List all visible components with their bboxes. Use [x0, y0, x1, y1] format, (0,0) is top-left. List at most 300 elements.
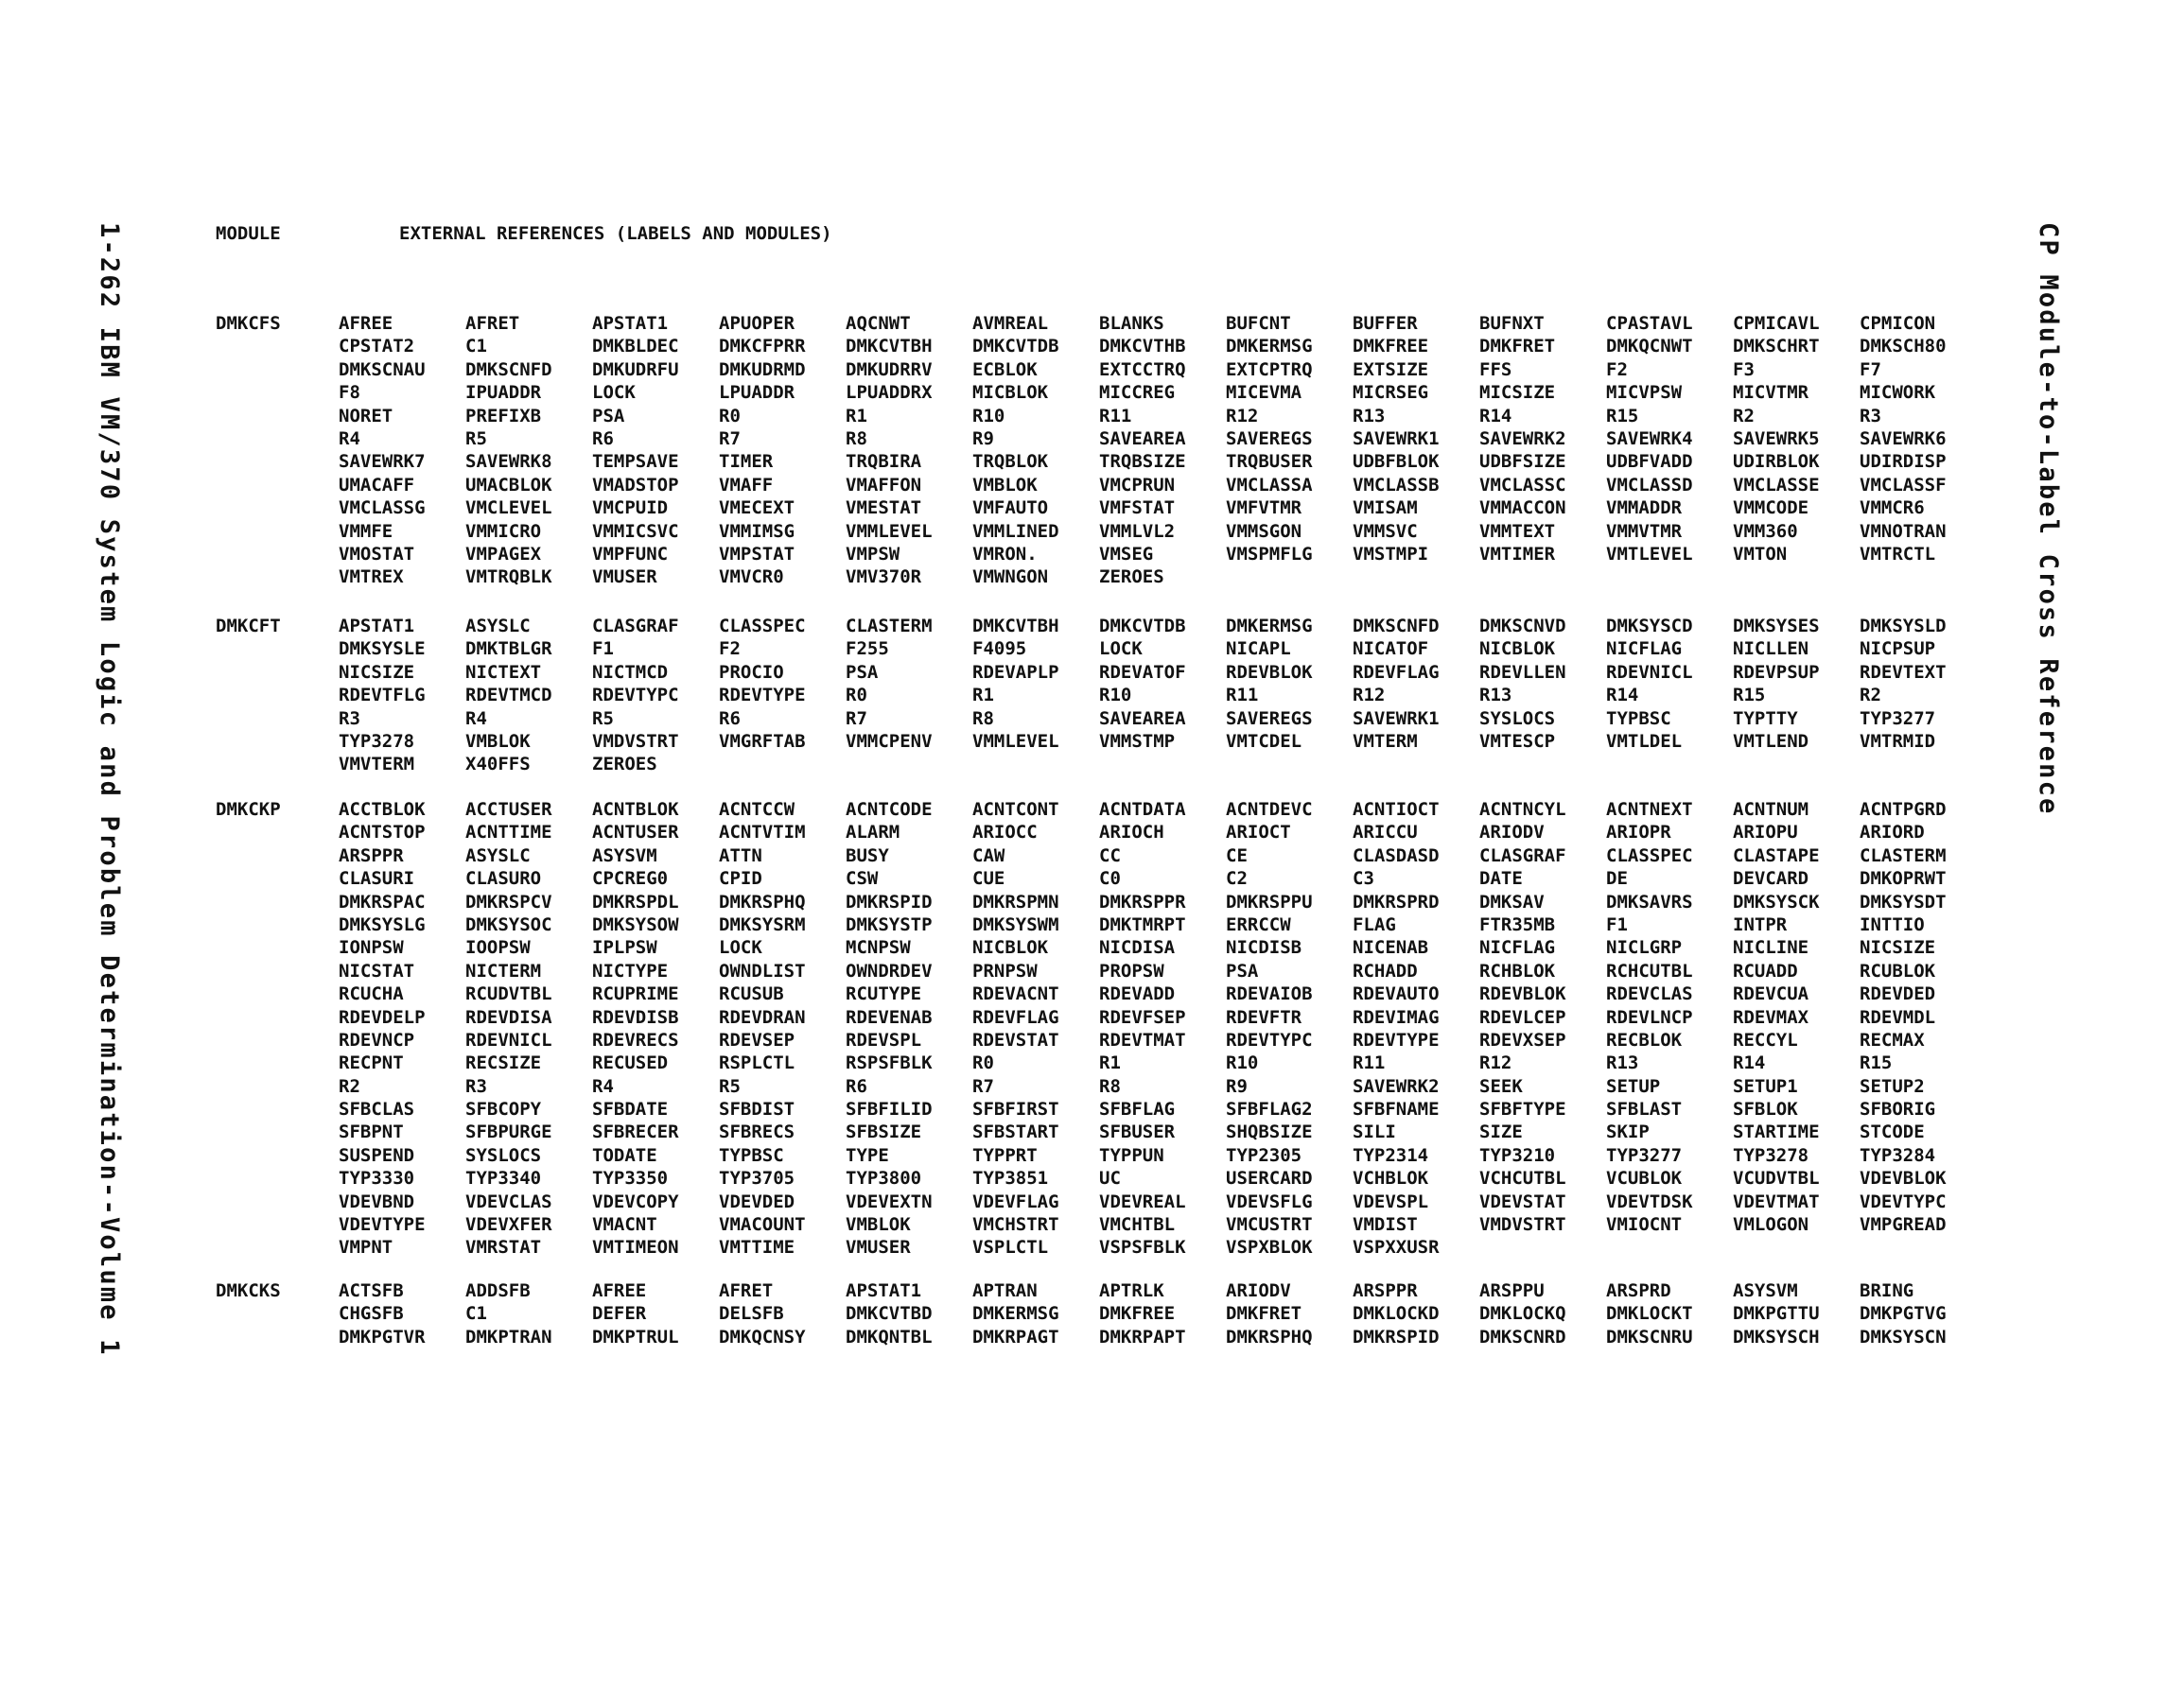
reference-label: VMPSTAT — [719, 543, 795, 565]
reference-label: MICWORK — [1860, 382, 1936, 404]
reference-label: LOCK — [1099, 638, 1143, 660]
reference-label: VCHCUTBL — [1479, 1168, 1566, 1190]
reference-label: R4 — [592, 1075, 614, 1097]
reference-label: CLASDASD — [1353, 844, 1440, 866]
reference-label: TYP3278 — [1733, 1144, 1809, 1166]
reference-label: DMKSCNVD — [1479, 616, 1566, 636]
reference-label: TYP2314 — [1353, 1144, 1429, 1166]
reference-label: VMPSW — [846, 543, 900, 565]
reference-label: DMKSYSCK — [1733, 891, 1820, 913]
reference-label: RCUPRIME — [592, 983, 679, 1005]
reference-label: TYP2305 — [1226, 1144, 1302, 1166]
reference-label: RDEVATOF — [1099, 661, 1186, 683]
reference-label: VMMTEXT — [1479, 520, 1556, 542]
reference-label: DMKLOCKD — [1353, 1303, 1440, 1325]
reference-label: RCUBLOK — [1860, 960, 1936, 982]
reference-label: SIZE — [1479, 1122, 1523, 1143]
reference-label: LPUADDRX — [846, 382, 933, 404]
reference-label: NICENAB — [1353, 937, 1429, 959]
reference-label: VDEVFLAG — [972, 1191, 1059, 1212]
reference-label: TYPE — [846, 1144, 889, 1166]
reference-label: DMKLOCKT — [1606, 1303, 1693, 1325]
reference-label: RDEVTMCD — [465, 685, 552, 706]
reference-label: DMKRPAPT — [1099, 1326, 1186, 1348]
reference-label: RSPSFBLK — [846, 1052, 933, 1074]
reference-label: DMKPGTVG — [1860, 1303, 1947, 1325]
reference-label: RDEVTMAT — [1099, 1029, 1186, 1051]
reference-label: VMVCR0 — [719, 566, 784, 588]
reference-label: VMCLASSG — [339, 497, 426, 519]
reference-label: DMKCVTBD — [846, 1303, 933, 1325]
reference-label: CLASGRAF — [1479, 844, 1566, 866]
reference-label: EXTCCTRQ — [1099, 358, 1186, 380]
module-column-header: MODULE — [216, 223, 281, 244]
reference-label: DMKSCNRD — [1479, 1326, 1566, 1348]
reference-label: SEEK — [1479, 1075, 1523, 1097]
reference-label: VMCLASSC — [1479, 474, 1566, 496]
reference-label: SFBFILID — [846, 1099, 933, 1121]
reference-label: VMCHTBL — [1099, 1214, 1176, 1236]
reference-label: ACNTDEVC — [1226, 799, 1313, 820]
reference-label: DMKRSPHQ — [1226, 1326, 1313, 1348]
reference-label: LOCK — [719, 937, 762, 959]
reference-label: VMISAM — [1353, 497, 1418, 519]
module-name: DMKCKP — [216, 799, 281, 820]
reference-label: DMKSYSCD — [1606, 616, 1693, 636]
reference-label: R3 — [465, 1075, 487, 1097]
reference-label: DMKRSPPR — [1099, 891, 1186, 913]
reference-label: R10 — [1226, 1052, 1259, 1074]
reference-label: VMACNT — [592, 1214, 657, 1236]
reference-label: SUSPEND — [339, 1144, 415, 1166]
reference-label: SYSLOCS — [1479, 707, 1556, 729]
reference-label: R14 — [1606, 685, 1639, 706]
reference-label: DMKSCNRU — [1606, 1326, 1693, 1348]
module-name: DMKCFT — [216, 616, 281, 636]
reference-label: R2 — [1860, 685, 1881, 706]
reference-label: DE — [1606, 868, 1628, 890]
reference-label: VDEVREAL — [1099, 1191, 1186, 1212]
reference-label: NORET — [339, 405, 393, 426]
reference-label: ARSPPU — [1479, 1280, 1545, 1301]
reference-label: DMKSCH80 — [1860, 336, 1947, 357]
reference-label: DMKCVTBH — [972, 616, 1059, 636]
reference-label: APSTAT1 — [339, 616, 415, 636]
reference-label: RDEVNICL — [1606, 661, 1693, 683]
reference-label: RDEVTYPE — [1353, 1029, 1440, 1051]
reference-label: VMNOTRAN — [1860, 520, 1947, 542]
reference-label: VMBLOK — [465, 730, 531, 752]
reference-label: NICPSUP — [1860, 638, 1936, 660]
reference-label: MICCREG — [1099, 382, 1176, 404]
reference-label: ACNTVTIM — [719, 822, 806, 844]
reference-label: VMTRCTL — [1860, 543, 1936, 565]
reference-label: SFBRECER — [592, 1122, 679, 1143]
reference-label: VMADSTOP — [592, 474, 679, 496]
reference-label: VDEVBND — [339, 1191, 415, 1212]
reference-label: NICTYPE — [592, 960, 669, 982]
reference-label: DMKSYSOC — [465, 913, 552, 935]
reference-label: VMSEG — [1099, 543, 1154, 565]
reference-label: UDBFSIZE — [1479, 451, 1566, 473]
reference-label: NICDISA — [1099, 937, 1176, 959]
reference-label: VMBLOK — [972, 474, 1038, 496]
reference-label: ARSPPR — [339, 844, 404, 866]
reference-label: DMKQNTBL — [846, 1326, 933, 1348]
reference-label: MICVTMR — [1733, 382, 1809, 404]
reference-label: C0 — [1099, 868, 1121, 890]
reference-label: TYP3851 — [972, 1168, 1049, 1190]
reference-label: F4095 — [972, 638, 1027, 660]
reference-label: VMTON — [1733, 543, 1788, 565]
reference-label: ACNTDATA — [1099, 799, 1186, 820]
reference-label: VMMICSVC — [592, 520, 679, 542]
reference-label: SFBORIG — [1860, 1099, 1936, 1121]
reference-label: RDEVNCP — [339, 1029, 415, 1051]
reference-label: VSPXBLOK — [1226, 1237, 1313, 1259]
reference-label: R4 — [339, 427, 360, 449]
reference-label: R6 — [592, 427, 614, 449]
reference-label: C1 — [465, 336, 487, 357]
reference-label: RECUSED — [592, 1052, 669, 1074]
reference-label: CSW — [846, 868, 879, 890]
reference-label: LOCK — [592, 382, 636, 404]
reference-label: SAVEAREA — [1099, 427, 1186, 449]
reference-label: VDEVSPL — [1353, 1191, 1429, 1212]
reference-label: DMKSCNFD — [465, 358, 552, 380]
reference-label: DMKRSPMN — [972, 891, 1059, 913]
reference-label: ACNTUSER — [592, 822, 679, 844]
reference-label: VDEVTDSK — [1606, 1191, 1693, 1212]
reference-label: EXTSIZE — [1353, 358, 1429, 380]
reference-label: R14 — [1479, 405, 1512, 426]
reference-label: CC — [1099, 844, 1121, 866]
reference-label: R7 — [719, 427, 741, 449]
reference-label: DMKSYSTP — [846, 913, 933, 935]
reference-label: MICBLOK — [972, 382, 1049, 404]
reference-label: DMKRSPPU — [1226, 891, 1313, 913]
reference-label: R2 — [339, 1075, 360, 1097]
reference-label: UDBFVADD — [1606, 451, 1693, 473]
reference-label: R1 — [846, 405, 867, 426]
reference-label: UDIRBLOK — [1733, 451, 1820, 473]
reference-label: RDEVACNT — [972, 983, 1059, 1005]
reference-label: R10 — [972, 405, 1005, 426]
reference-label: RDEVLCEP — [1479, 1006, 1566, 1028]
reference-label: SFBRECS — [719, 1122, 795, 1143]
reference-label: TYP3350 — [592, 1168, 669, 1190]
reference-label: UMACBLOK — [465, 474, 552, 496]
reference-label: VMMCPENV — [846, 730, 933, 752]
reference-label: R0 — [846, 685, 867, 706]
reference-label: RDEVTEXT — [1860, 661, 1947, 683]
reference-label: DMKFREE — [1353, 336, 1429, 357]
reference-label: RSPLCTL — [719, 1052, 795, 1074]
reference-label: ASYSVM — [592, 844, 657, 866]
reference-label: R1 — [972, 685, 994, 706]
reference-label: VDEVDED — [719, 1191, 795, 1212]
reference-label: PREFIXB — [465, 405, 542, 426]
reference-label: VMMSGON — [1226, 520, 1302, 542]
reference-label: PSA — [1226, 960, 1259, 982]
reference-label: VDEVSTAT — [1479, 1191, 1566, 1212]
reference-label: VMCHSTRT — [972, 1214, 1059, 1236]
reference-label: AQCNWT — [846, 313, 911, 334]
reference-label: RDEVSPL — [846, 1029, 922, 1051]
reference-label: R12 — [1479, 1052, 1512, 1074]
reference-label: DMKRSPCV — [465, 891, 552, 913]
reference-label: PRNPSW — [972, 960, 1038, 982]
reference-label: VMSTMPI — [1353, 543, 1429, 565]
reference-label: DMKERMSG — [972, 1303, 1059, 1325]
reference-list — [339, 798, 1986, 1260]
reference-label: RDEVRECS — [592, 1029, 679, 1051]
reference-label: DMKBLDEC — [592, 336, 679, 357]
reference-label: RDEVFLAG — [972, 1006, 1059, 1028]
reference-label: PSA — [592, 405, 625, 426]
reference-label: F1 — [1606, 913, 1628, 935]
left-margin-title: 1-262 IBM VM/370 System Logic and Problem Determination--Volume 1 — [95, 222, 124, 1357]
reference-label: RCHCUTBL — [1606, 960, 1693, 982]
reference-label: DMKSCNFD — [1353, 616, 1440, 636]
reference-label: DMKERMSG — [1226, 336, 1313, 357]
reference-label: VMCLASSB — [1353, 474, 1440, 496]
reference-label: TRQBUSER — [1226, 451, 1313, 473]
reference-label: UC — [1099, 1168, 1121, 1190]
reference-label: DMKQCNWT — [1606, 336, 1693, 357]
reference-label: VSPSFBLK — [1099, 1237, 1186, 1259]
reference-label: CLASSPEC — [1606, 844, 1693, 866]
reference-label: DMKFREE — [1099, 1303, 1176, 1325]
reference-label: R6 — [846, 1075, 867, 1097]
external-references-header: EXTERNAL REFERENCES (LABELS AND MODULES) — [399, 223, 832, 244]
reference-label: CLASSPEC — [719, 616, 806, 636]
reference-label: AFREE — [592, 1280, 647, 1301]
reference-label: C2 — [1226, 868, 1248, 890]
reference-label: CAW — [972, 844, 1005, 866]
module-name: DMKCKS — [216, 1280, 281, 1301]
reference-label: DMKRSPDL — [592, 891, 679, 913]
reference-label: RCHBLOK — [1479, 960, 1556, 982]
reference-label: VDEVTYPE — [339, 1214, 426, 1236]
reference-label: ACCTUSER — [465, 799, 552, 820]
reference-label: VMTIMER — [1479, 543, 1556, 565]
reference-label: DMKCVTDB — [972, 336, 1059, 357]
reference-label: APTRAN — [972, 1280, 1038, 1301]
reference-label: TYP3210 — [1479, 1144, 1556, 1166]
reference-label: VDEVTMAT — [1733, 1191, 1820, 1212]
reference-label: STARTIME — [1733, 1122, 1820, 1143]
reference-label: VMTRQBLK — [465, 566, 552, 588]
reference-label: NICSIZE — [1860, 937, 1936, 959]
reference-label: PROCIO — [719, 661, 784, 683]
reference-label: DMKSYSCH — [1733, 1326, 1820, 1348]
reference-label: R8 — [846, 427, 867, 449]
reference-label: DMKTMRPT — [1099, 913, 1186, 935]
reference-label: ECBLOK — [972, 358, 1038, 380]
reference-label: SYSLOCS — [465, 1144, 542, 1166]
reference-label: R13 — [1353, 405, 1386, 426]
reference-label: VMCPRUN — [1099, 474, 1176, 496]
reference-label: VMOSTAT — [339, 543, 415, 565]
reference-label: RDEVMAX — [1733, 1006, 1809, 1028]
reference-label: NICATOF — [1353, 638, 1429, 660]
reference-label: RDEVTYPC — [1226, 1029, 1313, 1051]
reference-label: LPUADDR — [719, 382, 795, 404]
reference-label: SETUP — [1606, 1075, 1661, 1097]
reference-label: DMKQCNSY — [719, 1326, 806, 1348]
reference-label: DMKSYSLG — [339, 913, 426, 935]
reference-label: R7 — [846, 707, 867, 729]
reference-label: VMMLEVEL — [846, 520, 933, 542]
reference-label: R11 — [1353, 1052, 1386, 1074]
reference-label: VMCLASSA — [1226, 474, 1313, 496]
reference-label: DMKCVTDB — [1099, 616, 1186, 636]
reference-label: ACNTTIME — [465, 822, 552, 844]
reference-label: VMACOUNT — [719, 1214, 806, 1236]
reference-label: VMMVTMR — [1606, 520, 1683, 542]
reference-label: VMMADDR — [1606, 497, 1683, 519]
reference-label: SAVEAREA — [1099, 707, 1186, 729]
reference-label: SAVEWRK5 — [1733, 427, 1820, 449]
reference-label: ACNTNUM — [1733, 799, 1809, 820]
reference-list — [339, 312, 1986, 589]
reference-label: R9 — [1226, 1075, 1248, 1097]
reference-label: R6 — [719, 707, 741, 729]
reference-label: BUSY — [846, 844, 889, 866]
reference-label: DMKLOCKQ — [1479, 1303, 1566, 1325]
reference-label: DMKSAV — [1479, 891, 1545, 913]
reference-label: RECBLOK — [1606, 1029, 1683, 1051]
reference-label: TODATE — [592, 1144, 657, 1166]
reference-label: NICDISB — [1226, 937, 1302, 959]
reference-label: DMKRSPID — [1353, 1326, 1440, 1348]
reference-label: CPSTAT2 — [339, 336, 415, 357]
reference-label: R3 — [1860, 405, 1881, 426]
reference-label: VMPGREAD — [1860, 1214, 1947, 1236]
reference-label: VMMIMSG — [719, 520, 795, 542]
reference-label: VMLOGON — [1733, 1214, 1809, 1236]
reference-label: CE — [1226, 844, 1248, 866]
reference-label: R0 — [719, 405, 741, 426]
reference-label: IONPSW — [339, 937, 404, 959]
reference-label: VMWNGON — [972, 566, 1049, 588]
reference-label: NICFLAG — [1479, 937, 1556, 959]
reference-label: VDEVTYPC — [1860, 1191, 1947, 1212]
reference-label: VMDVSTRT — [1479, 1214, 1566, 1236]
reference-label: RCHADD — [1353, 960, 1418, 982]
reference-label: SAVEWRK2 — [1479, 427, 1566, 449]
reference-label: RDEVCLAS — [1606, 983, 1693, 1005]
reference-label: DMKSYSES — [1733, 616, 1820, 636]
reference-label: VMV370R — [846, 566, 922, 588]
reference-label: ACTSFB — [339, 1280, 404, 1301]
reference-label: VMCLASSF — [1860, 474, 1947, 496]
reference-label: VMFSTAT — [1099, 497, 1176, 519]
reference-label: RDEVDISB — [592, 1006, 679, 1028]
reference-label: FFS — [1479, 358, 1512, 380]
reference-label: DMKPTRUL — [592, 1326, 679, 1348]
reference-label: VMPNT — [339, 1237, 393, 1259]
reference-label: DMKFRET — [1226, 1303, 1302, 1325]
reference-label: TYP3277 — [1860, 707, 1936, 729]
reference-label: TYPTTY — [1733, 707, 1798, 729]
reference-label: ACNTCONT — [972, 799, 1059, 820]
reference-label: AFRET — [719, 1280, 774, 1301]
reference-label: DMKSAVRS — [1606, 891, 1693, 913]
reference-label: ARIOPU — [1733, 822, 1798, 844]
reference-label: RCUTYPE — [846, 983, 922, 1005]
reference-label: VMCLASSE — [1733, 474, 1820, 496]
reference-label: RDEVTYPE — [719, 685, 806, 706]
reference-label: RDEVDRAN — [719, 1006, 806, 1028]
reference-label: UDBFBLOK — [1353, 451, 1440, 473]
reference-label: SETUP2 — [1860, 1075, 1925, 1097]
reference-label: ACNTSTOP — [339, 822, 426, 844]
reference-label: RECPNT — [339, 1052, 404, 1074]
reference-list — [339, 1279, 1986, 1348]
reference-label: RDEVFLAG — [1353, 661, 1440, 683]
reference-label: DMKERMSG — [1226, 616, 1313, 636]
reference-label: IPLPSW — [592, 937, 657, 959]
reference-label: VMM360 — [1733, 520, 1798, 542]
reference-label: BRING — [1860, 1280, 1914, 1301]
reference-label: CHGSFB — [339, 1303, 404, 1325]
reference-label: RECCYL — [1733, 1029, 1798, 1051]
reference-label: SFBSTART — [972, 1122, 1059, 1143]
reference-label: APTRLK — [1099, 1280, 1164, 1301]
reference-label: USERCARD — [1226, 1168, 1313, 1190]
reference-label: CLASTAPE — [1733, 844, 1820, 866]
reference-label: RDEVLNCP — [1606, 1006, 1693, 1028]
reference-label: R4 — [465, 707, 487, 729]
reference-label: ZEROES — [592, 754, 657, 775]
reference-label: ASYSLC — [465, 616, 531, 636]
reference-label: R3 — [339, 707, 360, 729]
reference-label: MICEVMA — [1226, 382, 1302, 404]
module-name: DMKCFS — [216, 313, 281, 334]
reference-label: BUFFER — [1353, 313, 1418, 334]
reference-label: ARSPPR — [1353, 1280, 1418, 1301]
reference-label: DMKSYSCN — [1860, 1326, 1947, 1348]
reference-label: UDIRDISP — [1860, 451, 1947, 473]
reference-label: ACNTIOCT — [1353, 799, 1440, 820]
reference-label: ARIORD — [1860, 822, 1925, 844]
reference-label: DMKOPRWT — [1860, 868, 1947, 890]
reference-label: NICTEXT — [465, 661, 542, 683]
reference-label: ARIOCT — [1226, 822, 1291, 844]
reference-label: SAVEWRK7 — [339, 451, 426, 473]
reference-label: ARSPRD — [1606, 1280, 1671, 1301]
reference-label: TIMER — [719, 451, 774, 473]
reference-label: SFBUSER — [1099, 1122, 1176, 1143]
reference-label: ARIOPR — [1606, 822, 1671, 844]
reference-label: DMKPGTTU — [1733, 1303, 1820, 1325]
reference-label: RDEVENAB — [846, 1006, 933, 1028]
reference-label: CLASTERM — [1860, 844, 1947, 866]
reference-label: SFBFTYPE — [1479, 1099, 1566, 1121]
reference-label: R0 — [972, 1052, 994, 1074]
reference-label: F7 — [1860, 358, 1881, 380]
reference-label: EXTCPTRQ — [1226, 358, 1313, 380]
reference-label: VMMLEVEL — [972, 730, 1059, 752]
reference-label: RDEVTFLG — [339, 685, 426, 706]
reference-label: VMBLOK — [846, 1214, 911, 1236]
reference-label: NICLLEN — [1733, 638, 1809, 660]
reference-label: RDEVSTAT — [972, 1029, 1059, 1051]
reference-label: R5 — [465, 427, 487, 449]
reference-label: VCUBLOK — [1606, 1168, 1683, 1190]
